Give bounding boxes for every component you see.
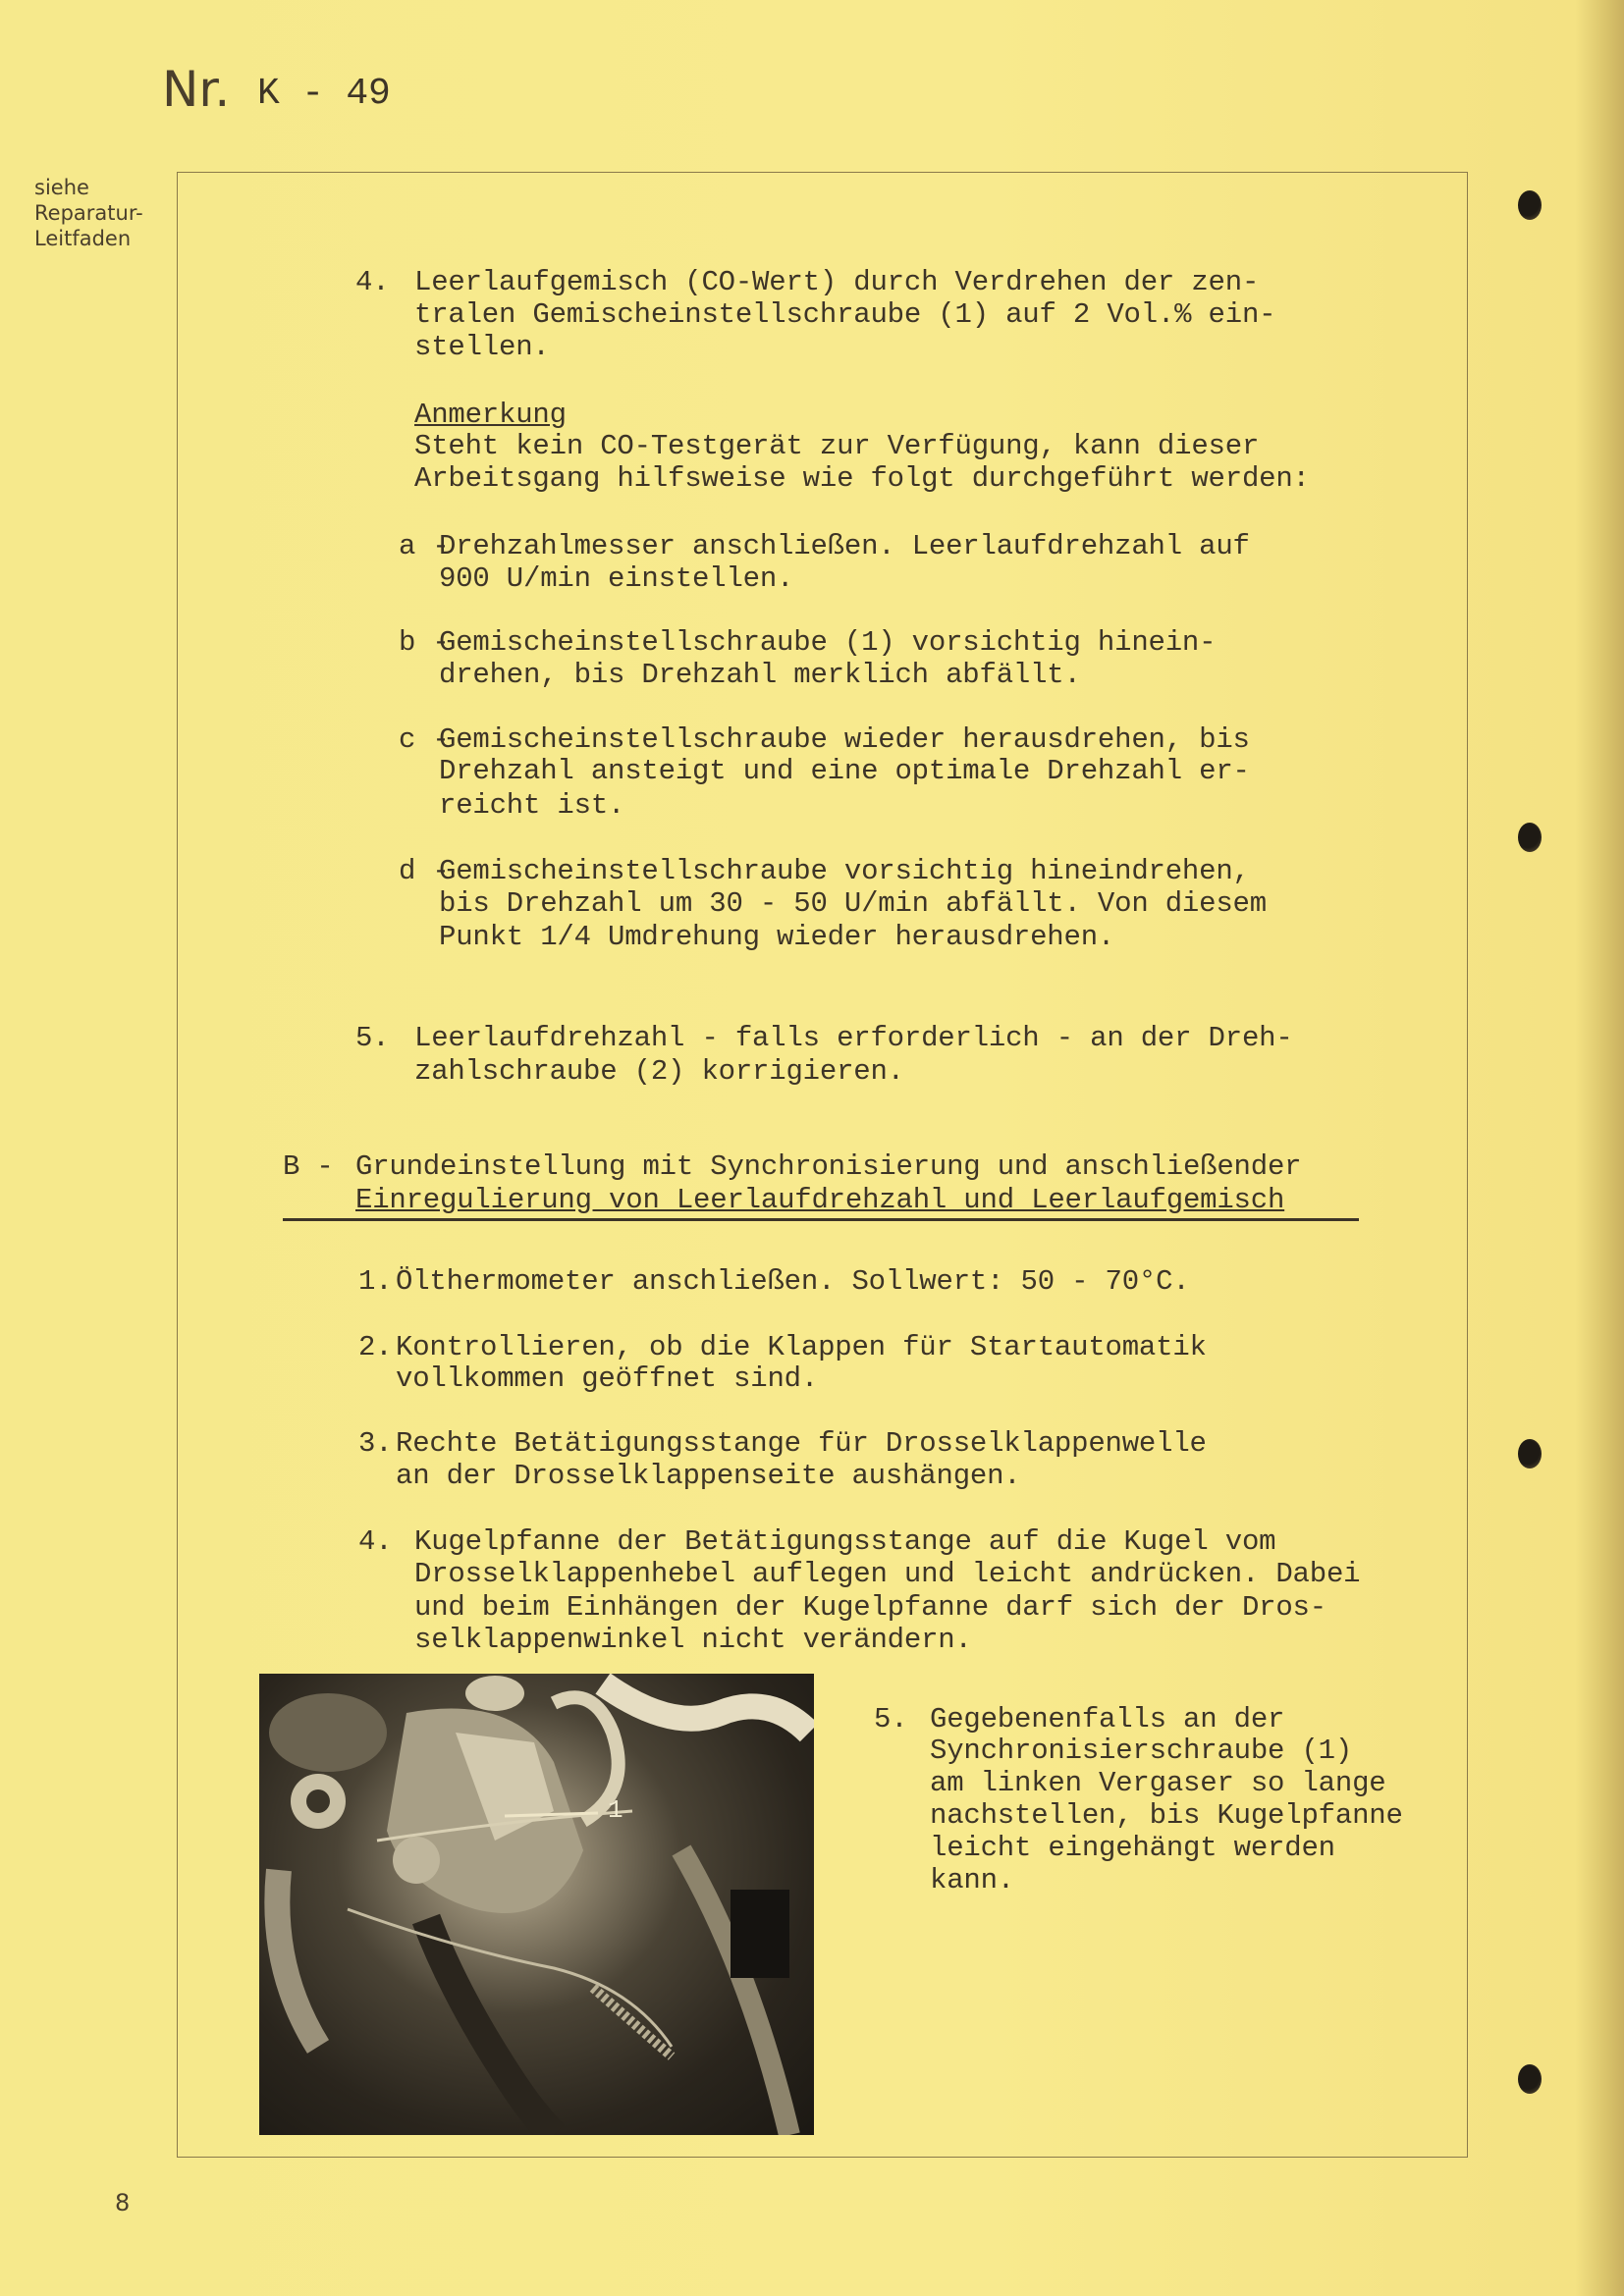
doc-number-value: K - 49 bbox=[257, 73, 391, 115]
punch-hole bbox=[1518, 823, 1542, 852]
carburetor-photo bbox=[259, 1674, 814, 2135]
step-a4-line: Leerlaufgemisch (CO-Wert) durch Verdrehen der zen- bbox=[414, 266, 1260, 298]
section-b-title: Grundeinstellung mit Synchronisierung und anschließender bbox=[355, 1150, 1302, 1183]
substep-d-line: Gemischeinstellschraube vorsichtig hineindrehen, bbox=[439, 855, 1250, 887]
step-b1-line: Ölthermometer anschließen. Sollwert: 50 - 70°C. bbox=[396, 1265, 1190, 1298]
section-b-title: Einregulierung von Leerlaufdrehzahl und Leerlaufgemisch bbox=[355, 1184, 1285, 1216]
step-b2-number: 2. bbox=[358, 1331, 393, 1363]
step-b3-number: 3. bbox=[358, 1427, 393, 1460]
section-b-label: B - bbox=[283, 1150, 334, 1183]
substep-b-line: drehen, bis Drehzahl merklich abfällt. bbox=[439, 659, 1081, 691]
note-line: Steht kein CO-Testgerät zur Verfügung, kann dieser bbox=[414, 430, 1260, 462]
punch-hole bbox=[1518, 1439, 1542, 1468]
section-b-underline bbox=[283, 1218, 1359, 1221]
substep-c-number: c - bbox=[399, 723, 450, 756]
carburetor-image bbox=[259, 1674, 814, 2135]
step-b4-line: Kugelpfanne der Betätigungsstange auf die Kugel vom bbox=[414, 1525, 1276, 1558]
step-b5-line: leicht eingehängt werden bbox=[930, 1832, 1335, 1864]
step-a5-number: 5. bbox=[355, 1022, 390, 1054]
step-b3-line: Rechte Betätigungsstange für Drosselklappenwelle bbox=[396, 1427, 1207, 1460]
substep-a-line: Drehzahlmesser anschließen. Leerlaufdrehzahl auf bbox=[439, 530, 1250, 562]
step-a4-line: stellen. bbox=[414, 331, 550, 363]
step-a4-number: 4. bbox=[355, 266, 390, 298]
step-b3-line: an der Drosselklappenseite aushängen. bbox=[396, 1460, 1021, 1492]
step-b4-line: Drosselklappenhebel auflegen und leicht andrücken. Dabei bbox=[414, 1558, 1361, 1590]
step-b4-line: und beim Einhängen der Kugelpfanne darf sich der Dros- bbox=[414, 1591, 1326, 1624]
substep-d-number: d - bbox=[399, 855, 450, 887]
step-a5-line: zahlschraube (2) korrigieren. bbox=[414, 1055, 904, 1088]
step-b5-line: kann. bbox=[930, 1864, 1015, 1896]
step-b5-line: Synchronisierschraube (1) bbox=[930, 1735, 1353, 1767]
margin-note: siehe Reparatur- Leitfaden bbox=[34, 176, 143, 250]
note-line: Arbeitsgang hilfsweise wie folgt durchgeführt werden: bbox=[414, 462, 1310, 495]
substep-d-line: Punkt 1/4 Umdrehung wieder herausdrehen. bbox=[439, 921, 1115, 953]
substep-c-line: Gemischeinstellschraube wieder herausdrehen, bis bbox=[439, 723, 1250, 756]
step-b5-line: am linken Vergaser so lange bbox=[930, 1767, 1386, 1799]
page-number: 8 bbox=[115, 2189, 131, 2216]
step-a5-line: Leerlaufdrehzahl - falls erforderlich - an der Dreh- bbox=[414, 1022, 1293, 1054]
step-b2-line: Kontrollieren, ob die Klappen für Startautomatik bbox=[396, 1331, 1207, 1363]
substep-b-line: Gemischeinstellschraube (1) vorsichtig hinein- bbox=[439, 626, 1217, 659]
step-b2-line: vollkommen geöffnet sind. bbox=[396, 1362, 819, 1395]
substep-a-number: a - bbox=[399, 530, 450, 562]
step-b5-line: Gegebenenfalls an der bbox=[930, 1703, 1285, 1735]
substep-c-line: reicht ist. bbox=[439, 789, 625, 822]
step-b4-line: selklappenwinkel nicht verändern. bbox=[414, 1624, 972, 1656]
step-b1-number: 1. bbox=[358, 1265, 393, 1298]
photo-callout-1: 1 bbox=[608, 1795, 623, 1825]
substep-a-line: 900 U/min einstellen. bbox=[439, 562, 794, 595]
punch-hole bbox=[1518, 2064, 1542, 2094]
substep-b-number: b - bbox=[399, 626, 450, 659]
step-b4-number: 4. bbox=[358, 1525, 393, 1558]
punch-hole bbox=[1518, 190, 1542, 220]
substep-d-line: bis Drehzahl um 30 - 50 U/min abfällt. Von diesem bbox=[439, 887, 1267, 920]
step-b5-number: 5. bbox=[874, 1703, 908, 1735]
doc-number-label: Nr. bbox=[162, 61, 231, 118]
substep-c-line: Drehzahl ansteigt und eine optimale Drehzahl er- bbox=[439, 755, 1250, 787]
step-a4-line: tralen Gemischeinstellschraube (1) auf 2 Vol.% ein- bbox=[414, 298, 1276, 331]
step-b5-line: nachstellen, bis Kugelpfanne bbox=[930, 1799, 1403, 1832]
note-title: Anmerkung bbox=[414, 399, 567, 431]
